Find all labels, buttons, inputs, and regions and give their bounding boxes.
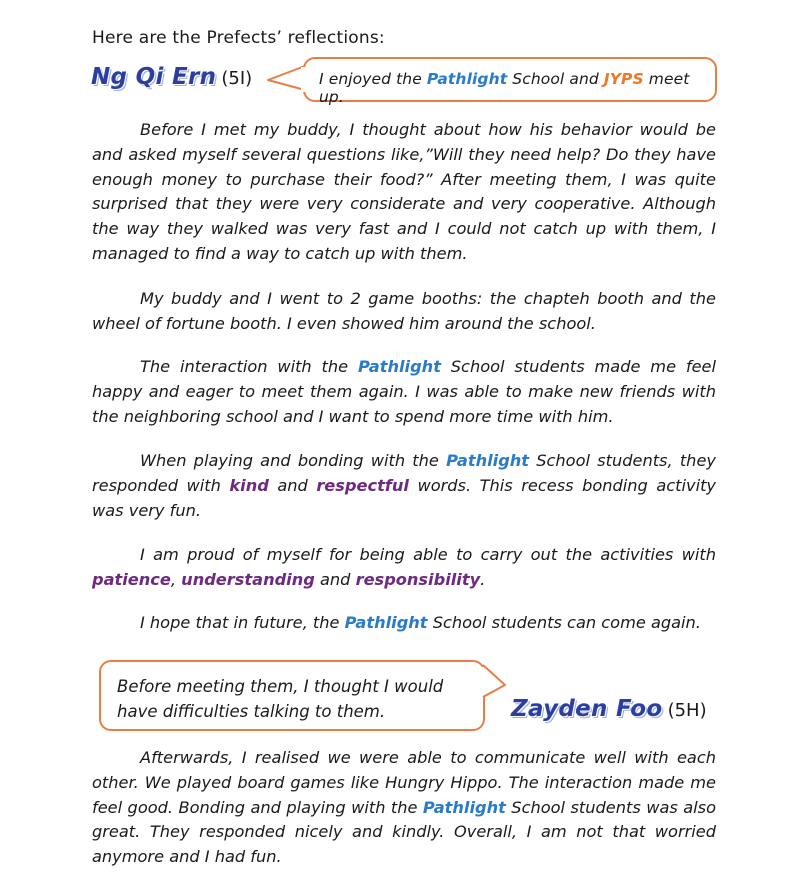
p5-text-c: , (170, 569, 182, 589)
p4-text-c: School students, they responded with (92, 451, 716, 495)
prefect2-speech-bubble (99, 660, 485, 731)
prefect1-paragraph-6 (92, 611, 716, 636)
bubble1-jyps: JYPS (603, 70, 644, 88)
prefect1-paragraph-3 (92, 355, 716, 429)
z-text-a: Afterwards, I realised we were able to communicate well with each other. We played board games like Hungry Hippo. The interaction made me feel good. Bonding and playing with the (92, 748, 716, 817)
p5-understanding: understanding (181, 569, 315, 589)
p4-text-e: and (268, 475, 317, 495)
p3-text-c: School students made me feel happy and eager to meet them again. I was able to make new friends with the neighboring school and I want to spend more time with him. (92, 357, 716, 426)
prefect1-class: (5I) (221, 68, 253, 89)
prefect1-name: Ng Qi Ern (91, 64, 217, 90)
bubble1-text-pre: I enjoyed the (319, 70, 427, 88)
prefect1-paragraph-5 (92, 543, 716, 593)
p4-kind: kind (229, 475, 269, 495)
p5-text-g: . (480, 569, 486, 589)
p6-text-a: I hope that in future, the (140, 613, 345, 632)
bubble1-pathlight: Pathlight (426, 70, 508, 88)
p5-text-e: and (314, 569, 356, 589)
prefect2-name: Zayden Foo (511, 696, 663, 722)
p5-patience: patience (92, 569, 171, 589)
bubble1-text-mid: School and (507, 70, 604, 88)
prefect2-paragraph (92, 746, 716, 870)
prefect1-paragraph-4 (92, 449, 716, 523)
prefect2-name-line (511, 696, 707, 722)
prefect1-speech-bubble (303, 57, 717, 106)
p6-text-c: School students can come again. (427, 613, 701, 632)
p5-responsibility: responsibility (355, 569, 481, 589)
p4-text-g: words. This recess bonding activity was very fun. (92, 475, 716, 520)
prefect1-bubble-tail-cover (301, 67, 307, 92)
p6-pathlight: Pathlight (344, 613, 428, 632)
bubble1-text-post: meet up. (319, 70, 690, 106)
prefect1-paragraph-2: My buddy and I went to 2 game booths: the chapteh booth and the wheel of fortune booth. I even showed him around the school. (92, 289, 716, 333)
z-text-c: School students was also great. They responded nicely and kindly. Overall, I am not that worried anymore and I had fun. (92, 797, 716, 867)
bubble2-line-2: have difficulties talking to them. (117, 702, 386, 721)
p4-respectful: respectful (316, 475, 409, 495)
z-pathlight: Pathlight (422, 797, 506, 817)
p5-text-a: I am proud of myself for being able to carry out the activities with (140, 545, 716, 564)
prefect1-name-line (91, 64, 252, 90)
prefect1-paragraph-1: Before I met my buddy, I thought about how his behavior would be and asked myself several questions like,”Will they need help? Do they have enough money to purchase their food?” After meeting them, I was quite surprised that they were very considerate and very cooperative. Although the way they walked was very fast and I could not catch up with them, I managed to find a way to catch up with them. (92, 120, 716, 263)
p3-text-a: The interaction with the (140, 357, 358, 376)
p3-pathlight: Pathlight (357, 357, 441, 376)
intro-heading: Here are the Prefects’ reflections: (92, 28, 385, 48)
p4-text-a: When playing and bonding with the (140, 451, 447, 470)
p4-pathlight: Pathlight (446, 451, 530, 470)
prefect2-bubble-tail (481, 663, 509, 703)
bubble2-line-1: Before meeting them, I thought I would (117, 677, 444, 696)
prefect2-class: (5H) (667, 700, 707, 721)
